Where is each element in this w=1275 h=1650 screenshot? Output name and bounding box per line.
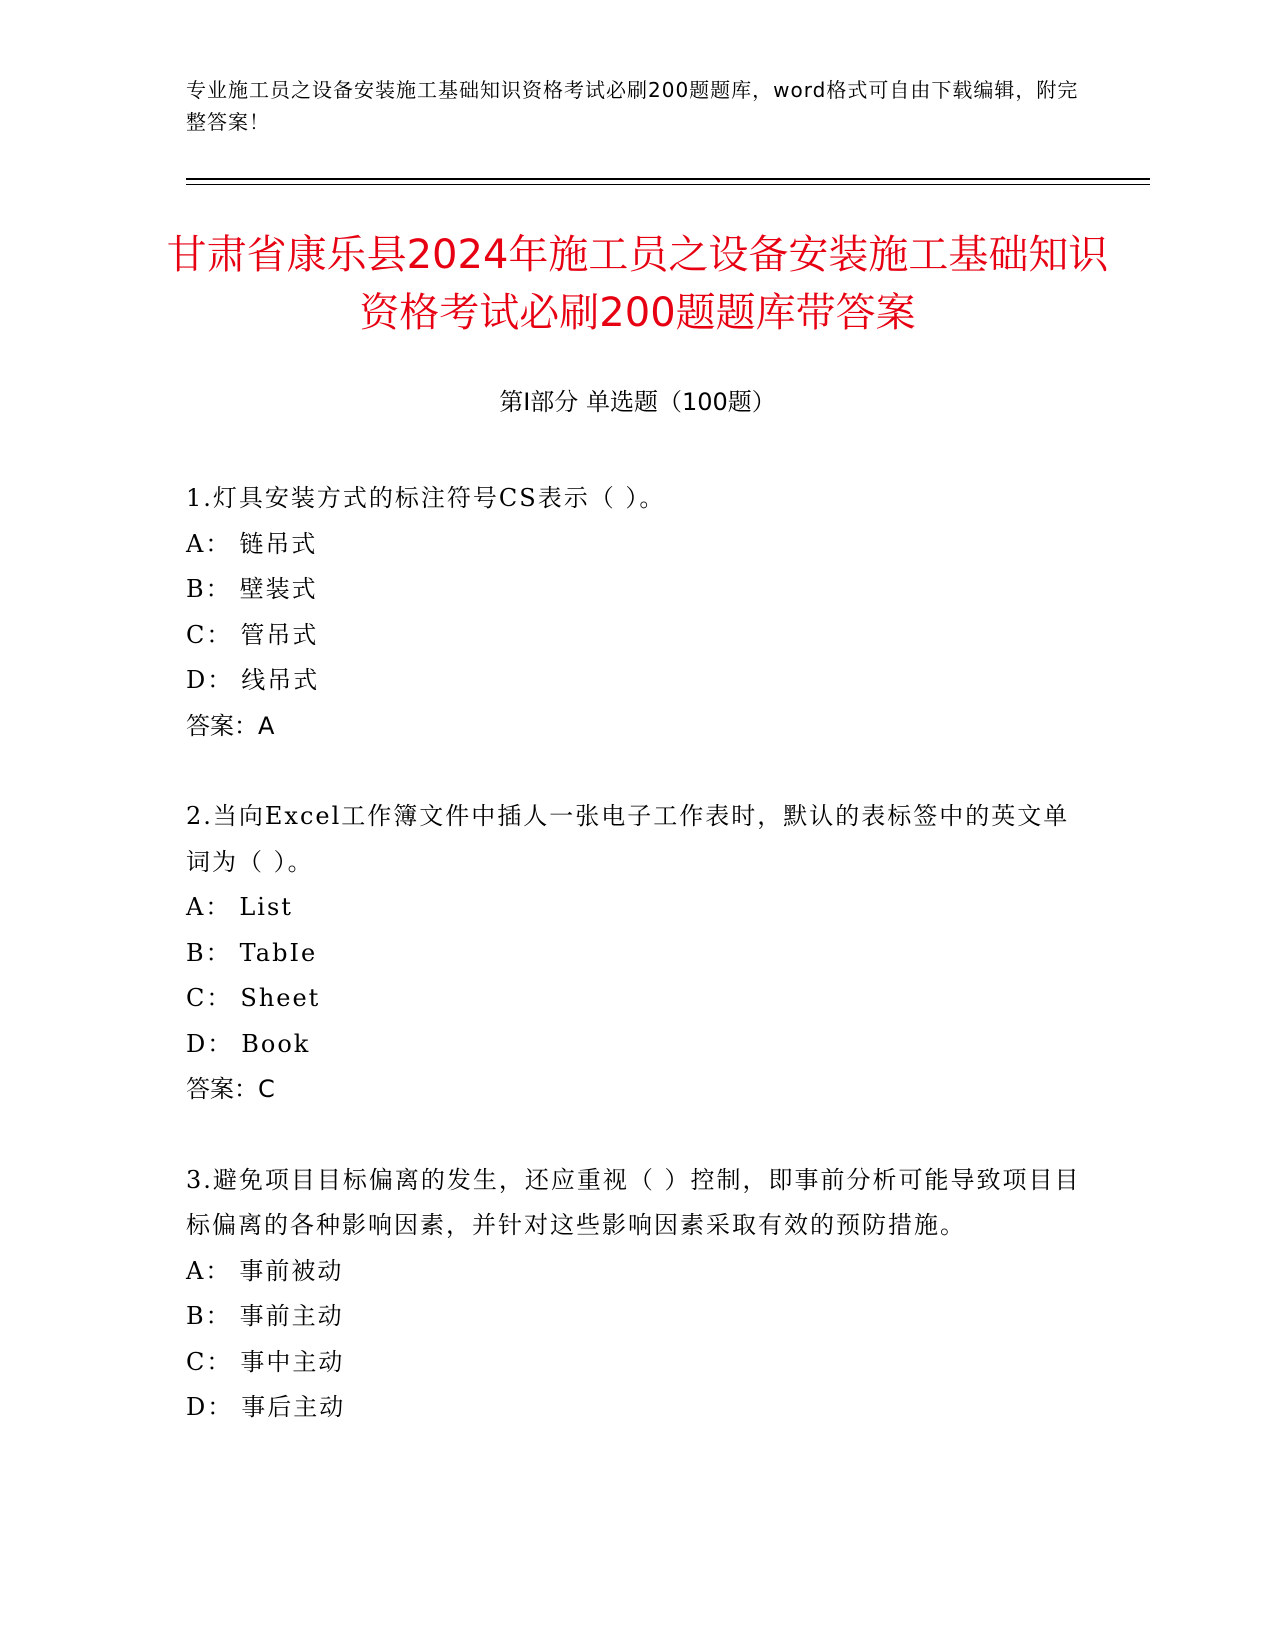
question-stem: 3.避免项目目标偏离的发生，还应重视（ ）控制，即事前分析可能导致项目目标偏离的各种影响因素，并针对这些影响因素采取有效的预防措施。 bbox=[186, 1165, 1081, 1239]
question-2 bbox=[186, 794, 1086, 1113]
option-b bbox=[186, 931, 1086, 977]
option-text: Book bbox=[241, 1029, 311, 1058]
option-letter: B： bbox=[186, 575, 232, 603]
option-text: List bbox=[239, 893, 293, 921]
question-1 bbox=[186, 476, 1086, 749]
question-stem: 1.灯具安装方式的标注符号CS表示（ ）。 bbox=[186, 484, 666, 512]
option-text: 事中主动 bbox=[240, 1347, 345, 1376]
option-text: 链吊式 bbox=[239, 529, 318, 558]
question-stem: 2.当向Excel工作簿文件中插人一张电子工作表时，默认的表标签中的英文单词为（ ）。 bbox=[186, 802, 1070, 876]
option-d bbox=[186, 658, 1086, 704]
answer-label: 答案： bbox=[186, 711, 258, 740]
question-3 bbox=[186, 1158, 1086, 1431]
option-a bbox=[186, 522, 1086, 568]
document-title: 甘肃省康乐县2024年施工员之设备安装施工基础知识资格考试必刷200题题库带答案 bbox=[166, 232, 1109, 336]
question-list bbox=[186, 476, 1086, 1476]
option-a bbox=[186, 885, 1086, 931]
option-text: 事前主动 bbox=[239, 1302, 344, 1330]
answer-line bbox=[186, 704, 1086, 750]
option-text: 壁装式 bbox=[239, 575, 318, 603]
option-text: 线吊式 bbox=[241, 666, 320, 694]
option-d bbox=[186, 1022, 1086, 1068]
option-d bbox=[186, 1385, 1086, 1431]
option-text: 事后主动 bbox=[241, 1393, 346, 1421]
option-a bbox=[186, 1249, 1086, 1295]
answer-line bbox=[186, 1067, 1086, 1113]
option-text: 事前被动 bbox=[239, 1256, 344, 1285]
option-letter: A： bbox=[186, 529, 232, 558]
option-letter: C： bbox=[186, 984, 233, 1012]
option-letter: B： bbox=[186, 938, 232, 967]
option-b bbox=[186, 567, 1086, 613]
option-letter: A： bbox=[186, 1256, 232, 1285]
option-letter: B： bbox=[186, 1302, 232, 1330]
option-text: Sheet bbox=[240, 984, 321, 1012]
header-rule-thin bbox=[186, 184, 1150, 185]
option-letter: D： bbox=[186, 1393, 234, 1421]
option-c bbox=[186, 976, 1086, 1022]
header-note: 专业施工员之设备安装施工基础知识资格考试必刷200题题库，word格式可自由下载编辑，附完整答案！ bbox=[186, 78, 1079, 134]
option-b bbox=[186, 1294, 1086, 1340]
header-rule-thick bbox=[186, 178, 1150, 180]
option-letter: C： bbox=[186, 620, 233, 649]
option-letter: D： bbox=[186, 666, 234, 694]
answer-value: C bbox=[258, 1075, 275, 1103]
option-letter: D： bbox=[186, 1029, 234, 1058]
option-text: 管吊式 bbox=[240, 620, 319, 649]
answer-label: 答案： bbox=[186, 1075, 258, 1103]
section-heading: 第Ⅰ部分 单选题（100题） bbox=[499, 388, 776, 416]
option-c bbox=[186, 1340, 1086, 1386]
option-c bbox=[186, 613, 1086, 659]
option-letter: C： bbox=[186, 1347, 233, 1376]
answer-value: A bbox=[258, 711, 275, 740]
option-letter: A： bbox=[186, 893, 232, 921]
option-text: TabIe bbox=[239, 938, 318, 967]
